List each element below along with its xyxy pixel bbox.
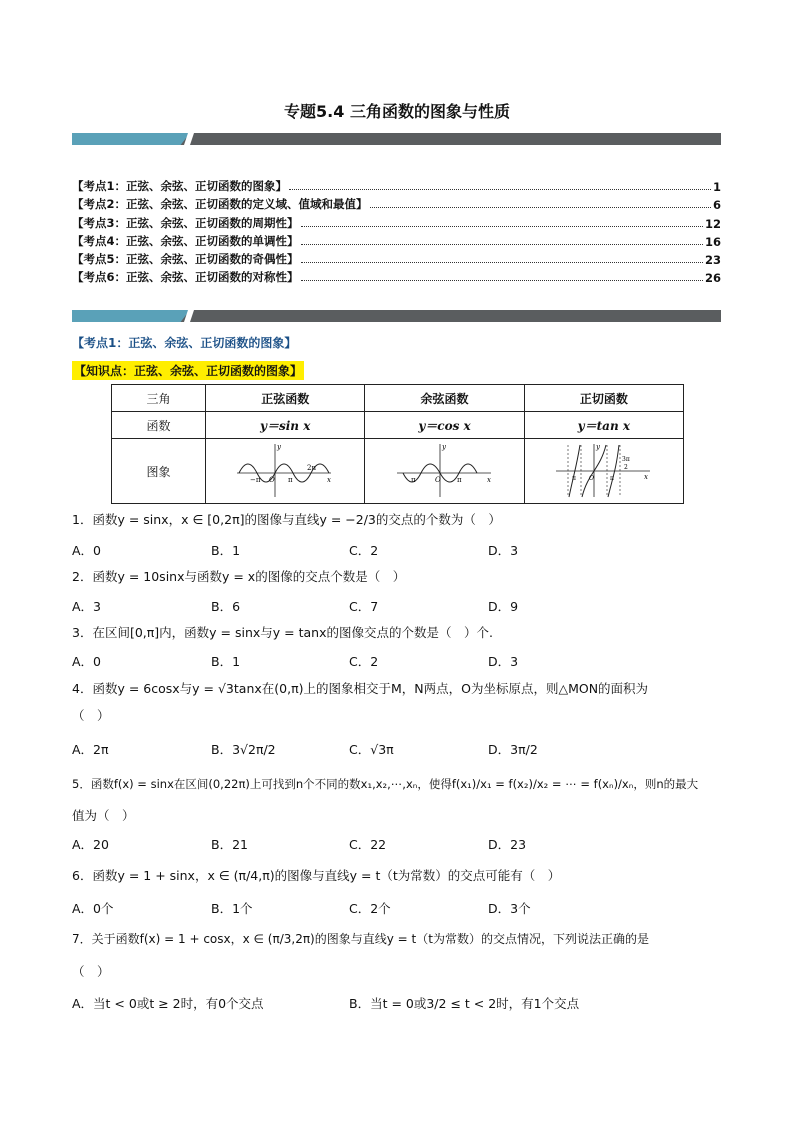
question-5: 5．函数f(x) = sinx在区间(0,22π)上可找到n个不同的数x₁,x₂,⋯,xₙ，使得f(x₁)/x₁ = f(x₂)/x₂ = ⋯ = f(xₙ)/xₙ，则n的最大: [72, 777, 699, 791]
svg-text:x: x: [486, 475, 491, 484]
graph-row-label: 图象: [112, 439, 206, 504]
question-3: 3．在区间[0,π]内，函数y = sinx与y = tanx的图像交点的个数是（ ）个.: [72, 625, 493, 640]
option-b[interactable]: B．1: [211, 543, 241, 558]
option-d[interactable]: D．3个: [488, 901, 531, 916]
toc-entry[interactable]: 【考点6：正弦、余弦、正切函数的对称性】 26: [72, 270, 721, 286]
section-divider: [72, 310, 721, 322]
option-d[interactable]: D．3: [488, 543, 519, 558]
toc-entry[interactable]: 【考点3：正弦、余弦、正切函数的周期性】 12: [72, 215, 721, 231]
question-6: 6．函数y = 1 + sinx，x ∈ (π/4,π)的图像与直线y = t（t为常数）的交点可能有（ ）: [72, 868, 561, 883]
toc-entry[interactable]: 【考点1：正弦、余弦、正切函数的图象】 1: [72, 179, 721, 195]
question-1: 1．函数y = sinx，x ∈ [0,2π]的图像与直线y = −2/3的交点的个数为（ ）: [72, 512, 501, 527]
option-c[interactable]: C．√3π: [349, 742, 394, 757]
option-c[interactable]: C．2: [349, 654, 379, 669]
option-b[interactable]: B．21: [211, 837, 248, 852]
option-b[interactable]: B．3√2π/2: [211, 742, 276, 757]
svg-text:π: π: [410, 475, 416, 484]
svg-text:π: π: [456, 475, 462, 484]
cosine-column-header: 余弦函数: [365, 385, 524, 412]
question-7-continuation: （ ）: [72, 964, 110, 979]
title-divider: [72, 133, 721, 145]
svg-text:x: x: [643, 472, 648, 481]
tangent-column-header: 正切函数: [524, 385, 683, 412]
sine-graph: [206, 439, 365, 504]
question-7: 7．关于函数f(x) = 1 + cosx，x ∈ (π/3,2π)的图象与直线y = t（t为常数）的交点情况，下列说法正确的是: [72, 932, 649, 946]
header-label-bottom: 函数: [112, 412, 206, 439]
option-c[interactable]: C．7: [349, 599, 379, 614]
svg-text:x: x: [327, 475, 332, 484]
svg-text:y: y: [441, 442, 446, 451]
svg-text:O: O: [269, 475, 275, 484]
svg-text:3π: 3π: [621, 455, 630, 463]
option-a[interactable]: A．2π: [72, 742, 109, 757]
question-4: 4．函数y = 6cosx与y = √3tanx在(0,π)上的图象相交于M，N两点，O为坐标原点，则△MON的面积为: [72, 681, 649, 696]
question-4-continuation: （ ）: [72, 708, 110, 723]
cosine-graph: [365, 439, 524, 504]
svg-text:2π: 2π: [307, 463, 317, 472]
svg-text:−π: −π: [250, 475, 261, 484]
section-heading: 【考点1：正弦、余弦、正切函数的图象】: [72, 336, 297, 350]
question-5-continuation: 值为（ ）: [72, 808, 135, 823]
question-2: 2．函数y = 10sinx与函数y = x的图像的交点个数是（ ）: [72, 569, 406, 584]
option-a[interactable]: A．0: [72, 654, 102, 669]
svg-text:2: 2: [623, 463, 628, 471]
table-of-contents: [72, 176, 721, 285]
tangent-formula: y＝tan x: [524, 412, 683, 439]
page-title: 专题5.4 三角函数的图象与性质: [284, 102, 510, 121]
option-a[interactable]: A．0: [72, 543, 102, 558]
option-d[interactable]: D．23: [488, 837, 527, 852]
option-b[interactable]: B．当t = 0或3/2 ≤ t < 2时，有1个交点: [349, 996, 580, 1011]
sine-formula: y＝sin x: [206, 412, 365, 439]
svg-text:π: π: [288, 475, 293, 484]
svg-text:y: y: [277, 442, 282, 451]
svg-text:π: π: [571, 474, 576, 482]
option-d[interactable]: D．3: [488, 654, 519, 669]
svg-text:π: π: [609, 474, 614, 482]
option-b[interactable]: B．6: [211, 599, 241, 614]
option-a[interactable]: A．当t < 0或t ≥ 2时，有0个交点: [72, 996, 264, 1011]
option-c[interactable]: C．22: [349, 837, 387, 852]
option-d[interactable]: D．3π/2: [488, 742, 538, 757]
svg-text:O: O: [588, 474, 594, 482]
option-c[interactable]: C．2: [349, 543, 379, 558]
option-b[interactable]: B．1: [211, 654, 241, 669]
svg-text:O: O: [434, 475, 441, 484]
option-a[interactable]: A．0个: [72, 901, 114, 916]
tangent-graph: [524, 439, 683, 504]
cosine-formula: y＝cos x: [365, 412, 524, 439]
trig-function-table: [111, 384, 684, 504]
knowledge-point-heading: 【知识点：正弦、余弦、正切函数的图象】: [72, 361, 304, 380]
option-a[interactable]: A．3: [72, 599, 102, 614]
option-d[interactable]: D．9: [488, 599, 519, 614]
toc-entry[interactable]: 【考点4：正弦、余弦、正切函数的单调性】 16: [72, 233, 721, 249]
header-label-top: 三角: [112, 385, 206, 412]
option-c[interactable]: C．2个: [349, 901, 391, 916]
svg-text:y: y: [595, 442, 600, 451]
toc-entry[interactable]: 【考点2：正弦、余弦、正切函数的定义域、值域和最值】 6: [72, 197, 721, 213]
sine-column-header: 正弦函数: [206, 385, 365, 412]
option-a[interactable]: A．20: [72, 837, 109, 852]
toc-entry[interactable]: 【考点5：正弦、余弦、正切函数的奇偶性】 23: [72, 251, 721, 267]
option-b[interactable]: B．1个: [211, 901, 253, 916]
